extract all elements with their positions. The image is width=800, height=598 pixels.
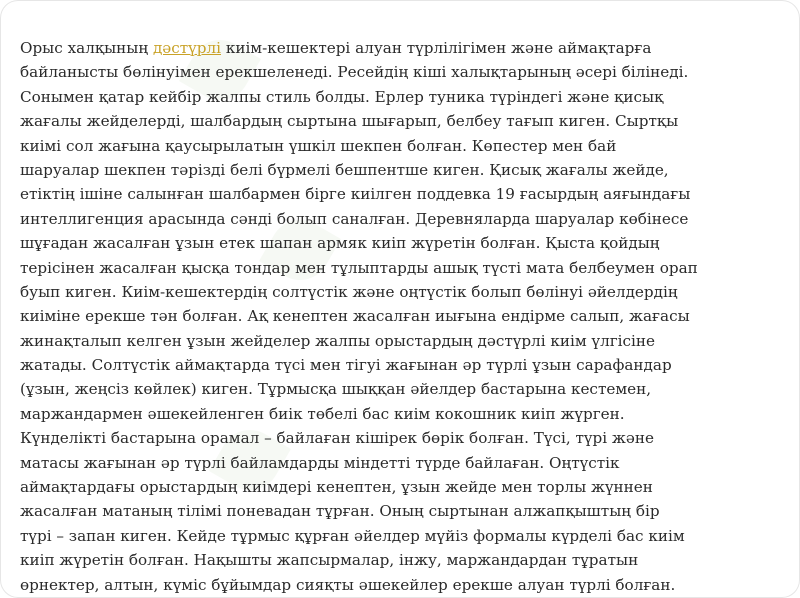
paragraph-line: Сонымен қатар кейбір жалпы стиль болды. Ерлер туника түріндегі және қисық [20, 87, 664, 106]
paragraph-line: жинақталып келген ұзын жейделер жалпы орыстардың дәстүрлі киім үлгісіне [20, 331, 656, 350]
paragraph-line: киіп жүретін болған. Нақышты жапсырмалар, інжу, маржандардан тұратын [20, 551, 639, 570]
paragraph-line: жасалған матаның тілімі поневадан тұрған. Оның сыртынан алжапқыштың бір [20, 502, 660, 521]
paragraph-line: маржандармен әшекейленген биік төбелі бас киім кокошник киіп жүрген. [20, 404, 625, 423]
paragraph-line: буып киген. Киім-кешектердің солтүстік және оңтүстік болып бөлінуі әйелдердің [20, 282, 678, 301]
tradition-link[interactable]: дәстүрлі [152, 39, 221, 57]
paragraph-line: киімі сол жағына қаусырылатын үшкіл шекпен болған. Көпестер мен бай [20, 136, 617, 155]
paragraph-line: киіміне ерекше тән болған. Ақ кенептен жасалған иығына ендірме салып, жағасы [20, 307, 690, 326]
paragraph-line: түрі – запан киген. Кейде тұрмыс құрған әйелдер мүйіз формалы күрделі бас киім [20, 526, 685, 545]
paragraph-line: интеллигенция арасында сәнді болып саналған. Деревняларда шаруалар көбінесе [20, 209, 689, 228]
paragraph-line: (ұзын, жеңсіз көйлек) киген. Тұрмысқа шыққан әйелдер бастарына кестемен, [20, 380, 652, 399]
line-text: киім-кешектері алуан түрлілігімен және аймақтарға [221, 39, 652, 57]
paragraph-line: жағалы жейделерді, шалбардың сыртына шығарып, белбеу тағып киген. Сыртқы [20, 112, 679, 131]
paragraph-line: терісінен жасалған қысқа тондар мен тұлыптарды ашық түсті мата белбеумен орап [20, 258, 698, 277]
paragraph-line: етіктің ішіне салынған шалбармен бірге киілген поддевка 19 ғасырдың аяғындағы [20, 185, 691, 204]
paragraph-line: шұғадан жасалған ұзын етек шапан армяк киіп жүретін болған. Қыста қойдың [20, 234, 660, 253]
paragraph-line: матасы жағынан әр түрлі байламдарды міндетті түрде байлаған. Оңтүстік [20, 453, 620, 472]
line-text: Орыс халқының [20, 39, 153, 57]
paragraph-line: өрнектер, алтын, күміс бұйымдар сияқты әшекейлер ерекше алуан түрлі болған. [20, 575, 676, 594]
paragraph-line: шаруалар шекпен тәрізді белі бүрмелі бешпентше киген. Қисық жағалы жейде, [20, 160, 669, 179]
paragraph-line: байланысты бөлінуімен ерекшеленеді. Ресейдің кіші халықтарының әсері білінеді. [20, 63, 689, 82]
body-paragraph [20, 36, 800, 597]
paragraph-line: жатады. Солтүстік аймақтарда түсі мен тігуі жағынан әр түрлі ұзын сарафандар [20, 356, 672, 375]
paragraph-line [20, 36, 800, 60]
paragraph-line: аймақтардағы орыстардың киімдері кенептен, ұзын жейде мен торлы жүннен [20, 478, 653, 497]
paragraph-line: Күнделікті бастарына орамал – байлаған кішірек бөрік болған. Түсі, түрі және [20, 429, 654, 448]
